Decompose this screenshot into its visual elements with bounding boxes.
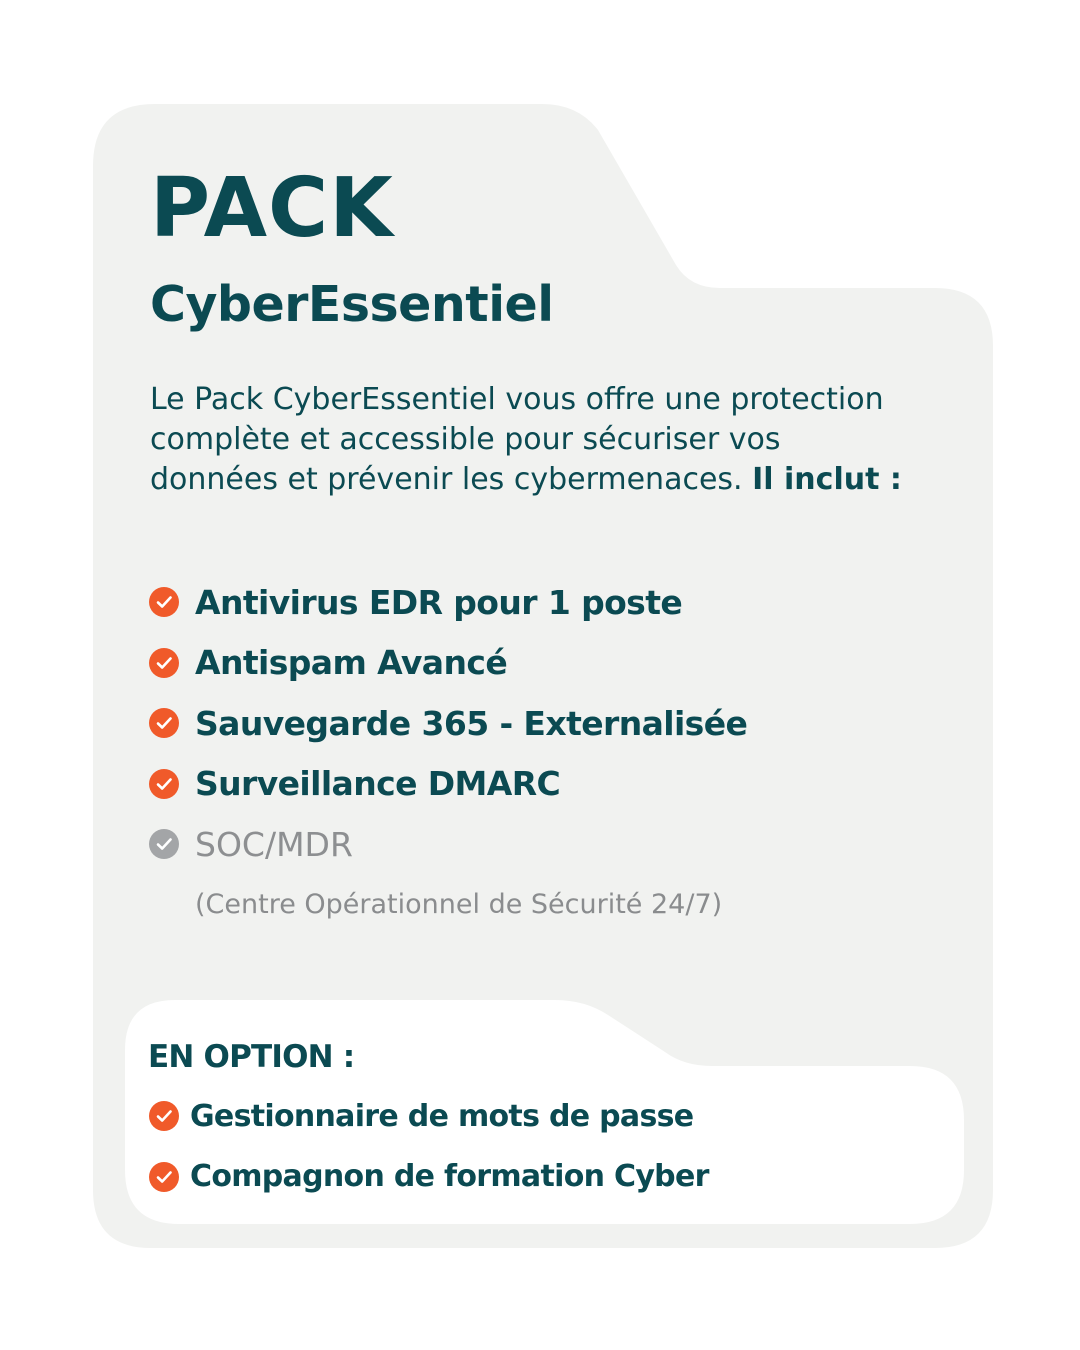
description-text: Le Pack CyberEssentiel vous offre une protection complète et accessible pour sécuriser vos données et prévenir les cybermenaces. (150, 382, 884, 497)
feature-label: SOC/MDR (195, 824, 353, 864)
check-circle-icon (148, 647, 180, 679)
feature-item (148, 693, 747, 754)
option-list (148, 1086, 709, 1207)
soc-note: (Centre Opérationnel de Sécurité 24/7) (195, 889, 723, 920)
pack-title: PACK (150, 161, 394, 256)
feature-label: Antispam Avancé (195, 643, 508, 683)
feature-list (148, 572, 747, 875)
description-emphasis: Il inclut : (752, 462, 902, 497)
option-item (148, 1147, 709, 1208)
check-circle-icon (148, 707, 180, 739)
check-circle-icon (148, 828, 180, 860)
check-circle-icon (148, 586, 180, 618)
check-circle-icon (148, 1161, 180, 1193)
pack-subtitle: CyberEssentiel (150, 276, 554, 333)
option-label: Compagnon de formation Cyber (190, 1159, 709, 1195)
feature-item (148, 633, 747, 694)
option-label: Gestionnaire de mots de passe (190, 1098, 694, 1134)
option-title: EN OPTION : (148, 1039, 355, 1075)
feature-item (148, 754, 747, 815)
feature-item (148, 572, 747, 633)
check-circle-icon (148, 768, 180, 800)
check-circle-icon (148, 1100, 180, 1132)
feature-item-disabled (148, 814, 747, 875)
option-item (148, 1086, 709, 1147)
pack-description (150, 380, 910, 500)
feature-label: Antivirus EDR pour 1 poste (195, 582, 683, 622)
feature-label: Sauvegarde 365 - Externalisée (195, 703, 748, 743)
feature-label: Surveillance DMARC (195, 764, 561, 804)
